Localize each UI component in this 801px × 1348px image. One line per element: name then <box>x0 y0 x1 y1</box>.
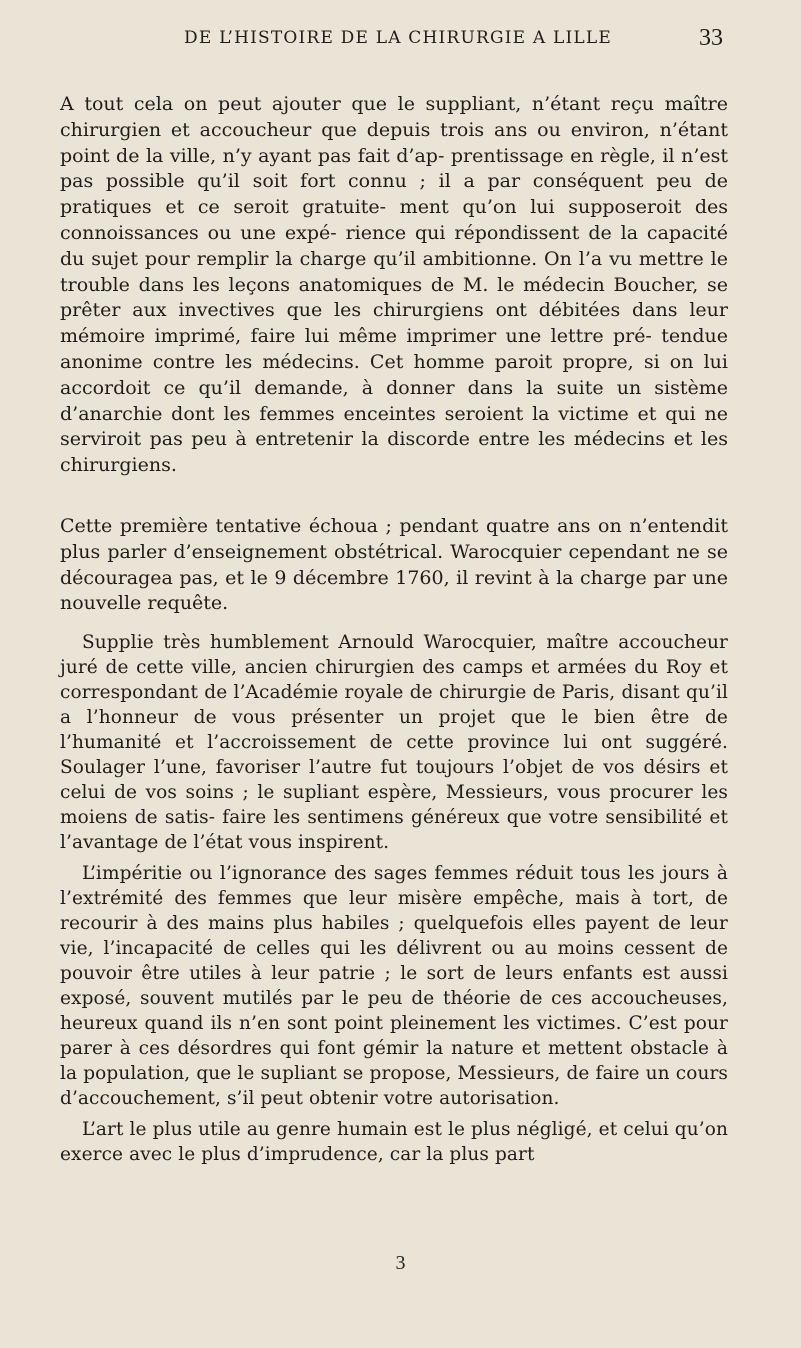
paragraph-intro: A tout cela on peut ajouter que le suppliant, n’étant reçu maître chirurgien et accoucheur que depuis trois ans ou environ, n’étant point de la ville, n’y ayant pas fait d’ap- prentissage en règle, il n’est pas possible qu’il soit fort connu ; il a par conséquent peu de pratiques et ce seroit gratuite- ment qu’on lui supposeroit des connoissances ou une expé- rience qui répondissent de la capacité du sujet pour remplir la charge qu’il ambitionne. On l’a vu mettre le trouble dans les leçons anatomiques de M. le médecin Boucher, se prêter aux invectives que les chirurgiens ont débitées dans leur mémoire imprimé, faire lui même imprimer une lettre pré- tendue anonime contre les médecins. Cet homme paroit propre, si on lui accordoit ce qu’il demande, à donner dans la suite un sistème d’anarchie dont les femmes enceintes seroient la victime et qui ne serviroit pas peu à entretenir la discorde entre les médecins et les chirurgiens. <box>60 93 728 477</box>
quotation-paragraph-1: Supplie très humblement Arnould Warocquier, maître accoucheur juré de cette ville, ancien chirurgien des camps et armées du Roy et correspondant de l’Académie royale de chirurgie de Paris, disant qu’il a l’honneur de vous présenter un projet que le bien être de l’humanité et l’accroissement de cette province lui ont suggéré. Soulager l’une, favoriser l’autre fut toujours l’objet de vos désirs et celui de vos soins ; le supliant espère, Messieurs, vous procurer les moiens de satis- faire les sentimens généreux que votre sensibilité et l’avantage de l’état vous inspirent. <box>60 632 728 854</box>
paragraph-first-attempt: Cette première tentative échoua ; pendant quatre ans on n’entendit plus parler d’enseignement obstétrical. Warocquier cependant ne se découragea pas, et le 9 décembre 1760, il revint à la charge par une nouvelle requête. <box>60 514 728 615</box>
page-number: 33 <box>699 25 723 51</box>
running-head <box>88 25 723 58</box>
request-quotation <box>60 630 728 1167</box>
main-text <box>60 92 728 1167</box>
quotation-paragraph-3: L’art le plus utile au genre humain est le plus négligé, et celui qu’on exerce avec le plus d’imprudence, car la plus part <box>60 1119 728 1166</box>
printer-signature-mark: 3 <box>395 1252 406 1274</box>
quotation-paragraph-2: L’impéritie ou l’ignorance des sages femmes réduit tous les jours à l’extrémité des femmes que leur misère empêche, mais à tort, de recourir à des mains plus habiles ; quelquefois elles payent de leur vie, l’incapacité de celles qui les délivrent ou au moins cessent de pouvoir être utiles à leur patrie ; le sort de leurs enfants est aussi exposé, souvent mutilés par le peu de théorie de ces accoucheuses, heureux quand ils n’en sont point pleinement les victimes. C’est pour parer à ces désordres qui font gémir la nature et mettent obstacle à la population, que le supliant se propose, Messieurs, de faire un cours d’accouchement, s’il peut obtenir votre autorisation. <box>60 863 728 1110</box>
running-title: DE L’HISTOIRE DE LA CHIRURGIE A LILLE <box>184 28 612 48</box>
